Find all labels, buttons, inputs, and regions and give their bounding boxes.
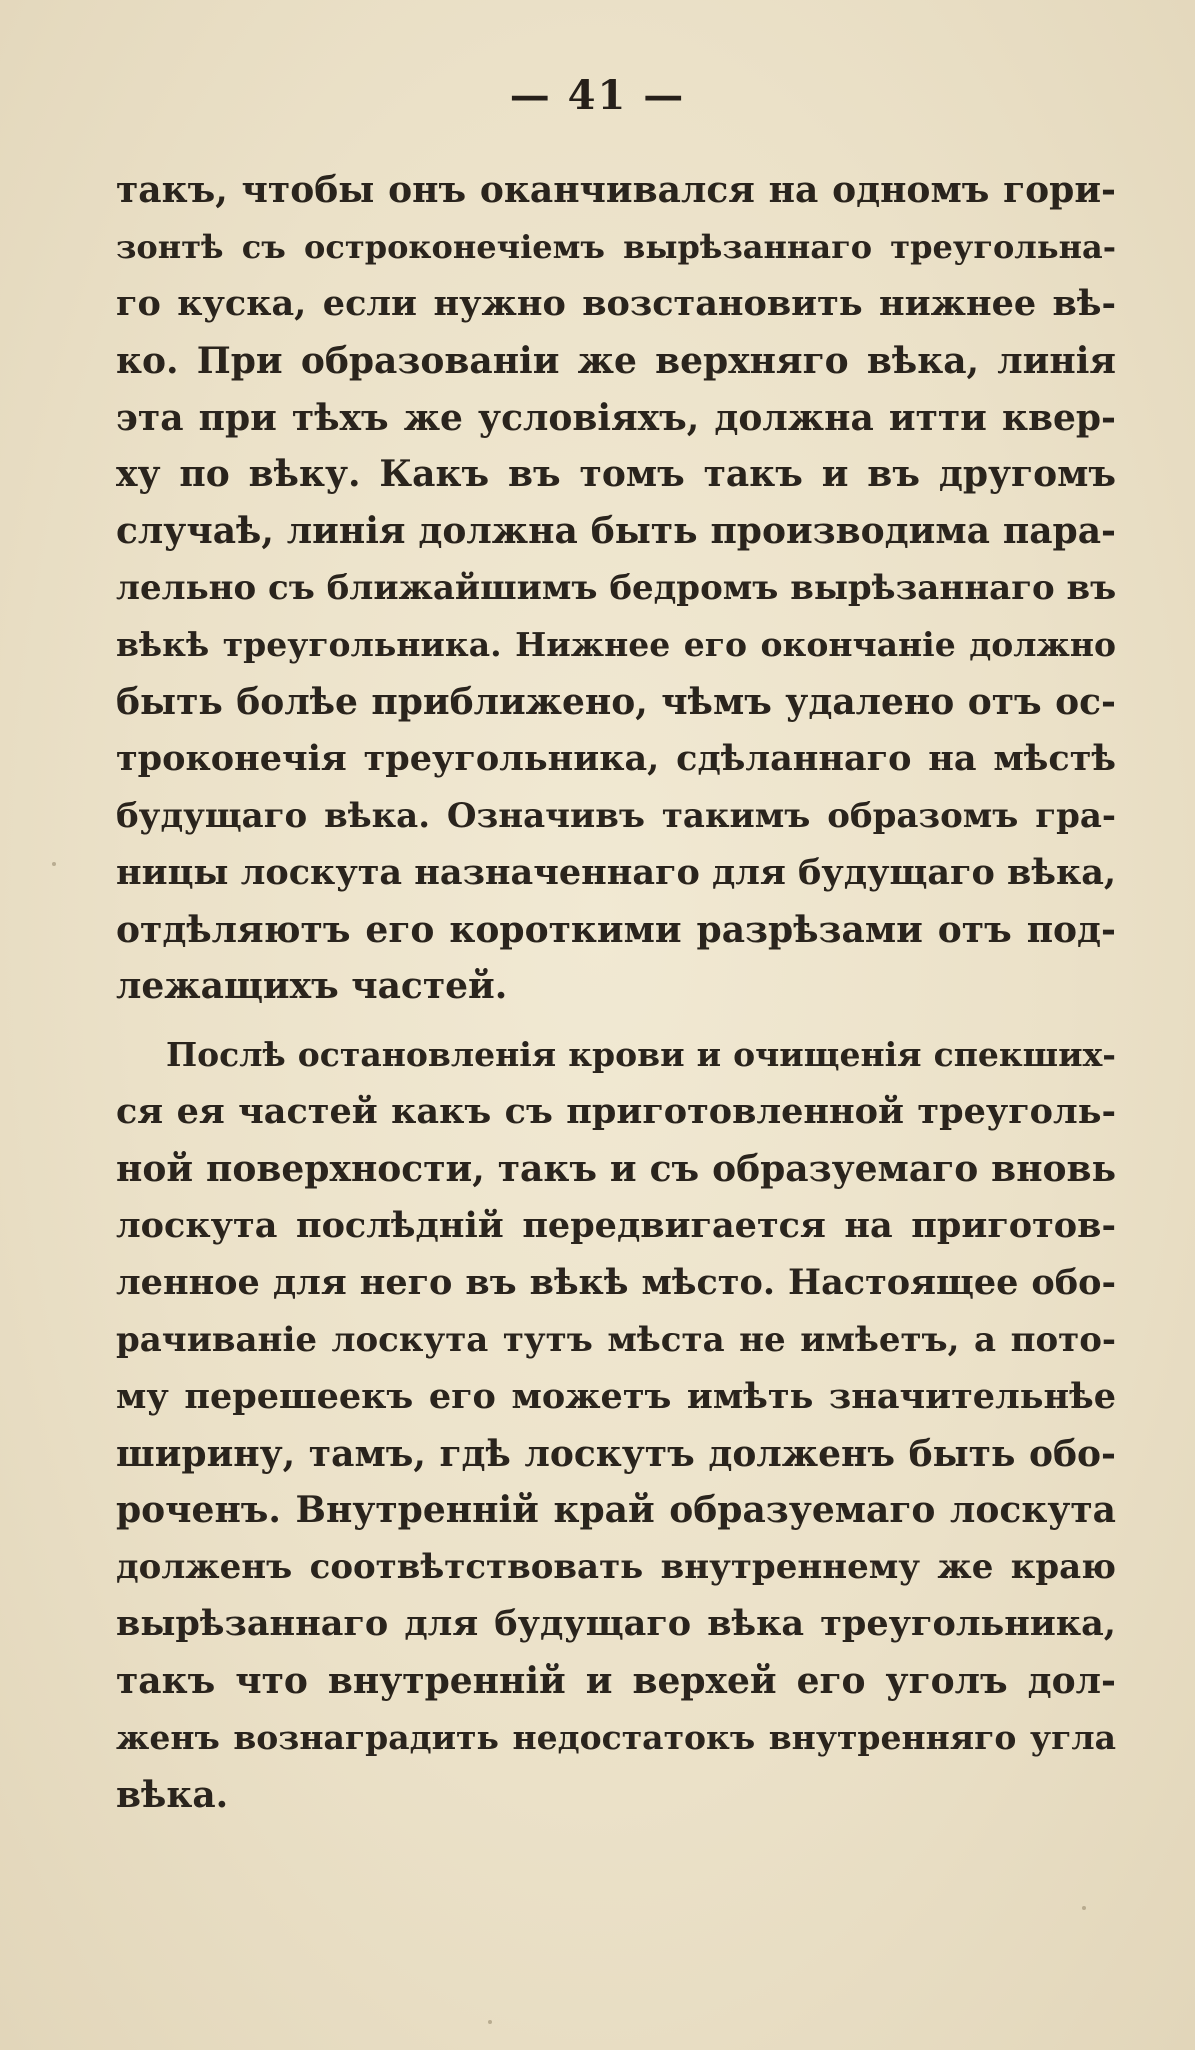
text-line: будущаго вѣка. Означивъ такимъ образомъ гра- <box>116 795 1116 836</box>
text-line: Послѣ остановленія крови и очищенія спекших- <box>166 1035 1116 1075</box>
text-line: ко. При образованіи же верхняго вѣка, линія <box>116 339 1116 382</box>
text-line: рачиваніе лоскута тутъ мѣста не имѣетъ, а пото- <box>116 1319 1116 1360</box>
text-line: женъ вознаградить недостатокъ внутренняго угла <box>116 1718 1116 1758</box>
text-line: ленное для него въ вѣкѣ мѣсто. Настоящее обо- <box>116 1261 1116 1303</box>
text-line: роченъ. Внутренній край образуемаго лоскута <box>116 1489 1116 1532</box>
text-line: ницы лоскута назначеннаго для будущаго вѣка, <box>116 851 1116 893</box>
text-line: эта при тѣхъ же условіяхъ, должна итти квер- <box>116 396 1116 439</box>
text-line: такъ что внутренній и верхей его уголъ дол- <box>116 1660 1116 1703</box>
text-line: му перешеекъ его можетъ имѣть значительнѣе <box>116 1375 1116 1417</box>
paper-speck <box>488 2020 492 2024</box>
body-text <box>116 162 1116 1824</box>
text-line: зонтѣ съ остроконечіемъ вырѣзаннаго треугольна- <box>116 227 1116 266</box>
text-line: ширину, тамъ, гдѣ лоскутъ долженъ быть обо- <box>116 1432 1116 1475</box>
text-line: такъ, чтобы онъ оканчивался на одномъ гори- <box>116 169 1116 211</box>
paper-speck <box>1082 1906 1086 1910</box>
text-line: го куска, если нужно возстановить нижнее вѣ- <box>116 282 1116 324</box>
text-line: ся ея частей какъ съ приготовленной треуголь- <box>116 1091 1116 1133</box>
text-line: лельно съ ближайшимъ бедромъ вырѣзаннаго въ <box>116 568 1116 609</box>
text-line: ху по вѣку. Какъ въ томъ такъ и въ другомъ <box>116 453 1116 496</box>
text-line: отдѣляютъ его короткими разрѣзами отъ под- <box>116 908 1116 951</box>
text-line: вѣка. <box>116 1773 229 1816</box>
paragraph-1 <box>116 162 1116 1015</box>
text-line: быть болѣе приближено, чѣмъ удалено отъ ос- <box>116 681 1116 724</box>
text-line: вѣкѣ треугольника. Нижнее его окончаніе должно <box>116 625 1116 665</box>
text-line: долженъ соотвѣтствовать внутреннему же краю <box>116 1547 1116 1588</box>
text-line: ной поверхности, такъ и съ образуемаго вновь <box>116 1148 1116 1191</box>
text-line: троконечія треугольника, сдѣланнаго на мѣстѣ <box>116 737 1116 779</box>
paper-speck <box>52 862 56 866</box>
paragraph-gap <box>116 1015 1116 1027</box>
paragraph-2 <box>116 1027 1116 1823</box>
text-line: случаѣ, линія должна быть производима пара- <box>116 510 1116 553</box>
text-line: лоскута послѣдній передвигается на приготов- <box>116 1205 1116 1247</box>
page-number: — 41 — <box>509 72 686 119</box>
text-line: лежащихъ частей. <box>116 965 508 1008</box>
text-line: вырѣзаннаго для будущаго вѣка треугольника, <box>116 1603 1116 1645</box>
